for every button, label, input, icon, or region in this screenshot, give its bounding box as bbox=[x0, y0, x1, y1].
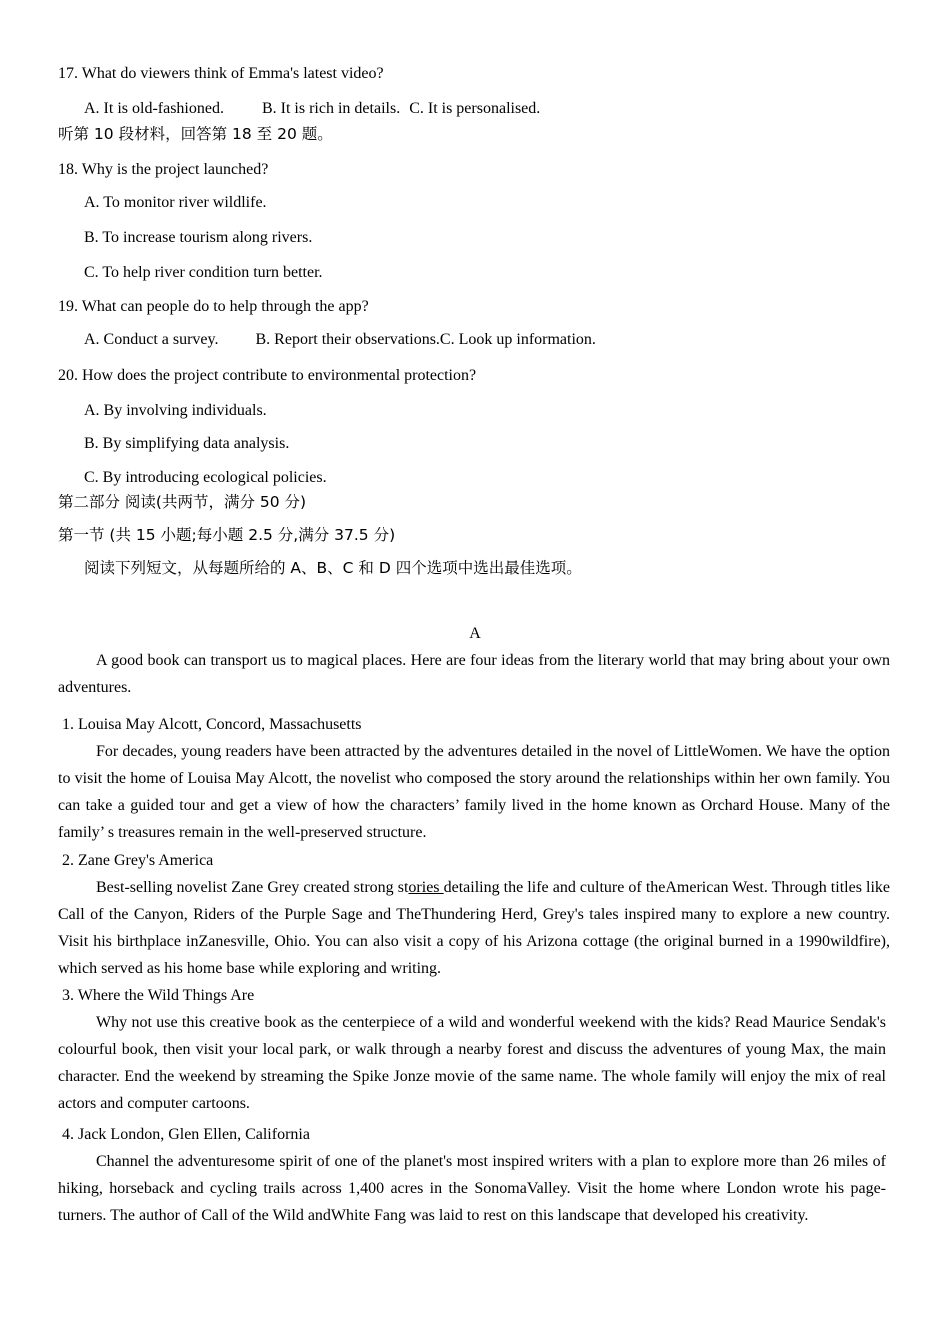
question-20-option-b: B. By simplifying data analysis. bbox=[84, 435, 290, 452]
question-18-option-a: A. To monitor river wildlife. bbox=[84, 194, 267, 211]
question-17-options bbox=[84, 99, 540, 119]
item-2-body bbox=[58, 874, 890, 982]
question-18-option-b: B. To increase tourism along rivers. bbox=[84, 229, 313, 246]
question-19-option-b: B. Report their observations. bbox=[255, 331, 440, 348]
item-2-heading: 2. Zane Grey's America bbox=[62, 852, 214, 869]
question-17-option-c: C. It is personalised. bbox=[409, 100, 541, 117]
item-3-heading: 3. Where the Wild Things Are bbox=[62, 987, 255, 1004]
item-4-heading: 4. Jack London, Glen Ellen, California bbox=[62, 1126, 310, 1143]
question-20-option-a: A. By involving individuals. bbox=[84, 402, 267, 419]
item-2-body-rest: detailing the life and culture of theAmerican West. Through titles like Call of the Canyon, Riders of the Purple Sage and TheThundering Herd, Grey's tales inspired many to explore a new country. Visit his birthplace inZanesville, Ohio. You can also visit a copy of his Arizona cottage (the original burned in a 1990wildfire), which served as his home base while exploring and writing. bbox=[58, 879, 890, 977]
section-10-instruction: 听第 10 段材料，回答第 18 至 20 题。 bbox=[58, 125, 333, 143]
question-19-option-a: A. Conduct a survey. bbox=[84, 331, 219, 348]
part-2-title: 第二部分 阅读(共两节，满分 50 分) bbox=[58, 493, 307, 511]
item-2-body-underlined: ories bbox=[408, 879, 444, 896]
question-19-stem: 19. What can people do to help through the app? bbox=[58, 298, 369, 315]
passage-letter: A bbox=[469, 625, 481, 642]
question-17-stem: 17. What do viewers think of Emma's latest video? bbox=[58, 65, 384, 82]
passage-intro: A good book can transport us to magical places. Here are four ideas from the literary world that may bring about your own adventures. bbox=[58, 652, 890, 696]
question-18-option-c: C. To help river condition turn better. bbox=[84, 264, 323, 281]
item-2-body-start: Best-selling novelist Zane Grey created strong st bbox=[96, 879, 409, 896]
question-20-stem: 20. How does the project contribute to environmental protection? bbox=[58, 367, 477, 384]
question-19-option-c: C. Look up information. bbox=[439, 331, 596, 348]
item-1-heading: 1. Louisa May Alcott, Concord, Massachusetts bbox=[62, 716, 362, 733]
question-18-stem: 18. Why is the project launched? bbox=[58, 161, 269, 178]
question-17-option-a: A. It is old-fashioned. bbox=[84, 100, 224, 117]
question-19-options bbox=[84, 330, 596, 350]
item-3-body: Why not use this creative book as the centerpiece of a wild and wonderful weekend with the kids? Read Maurice Sendak's colourful book, then visit your local park, or walk through a nearby forest and discuss the adventures of young Max, the main character. End the weekend by streaming the Spike Jonze movie of the same name. The whole family will enjoy the mix of real actors and computer cartoons. bbox=[58, 1014, 886, 1112]
question-17-option-b: B. It is rich in details. bbox=[261, 100, 401, 117]
question-20-option-c: C. By introducing ecological policies. bbox=[84, 469, 327, 486]
item-4-body: Channel the adventuresome spirit of one of the planet's most inspired writers with a plan to explore more than 26 miles of hiking, horseback and cycling trails across 1,400 acres in the SonomaValley. Visit the home where London wrote his page-turners. The author of Call of the Wild andWhite Fang was laid to rest on this landscape that developed his creativity. bbox=[58, 1153, 886, 1224]
reading-instruction: 阅读下列短文，从每题所给的 A、B、C 和 D 四个选项中选出最佳选项。 bbox=[84, 559, 582, 577]
item-1-body: For decades, young readers have been attracted by the adventures detailed in the novel of LittleWomen. We have the option to visit the home of Louisa May Alcott, the novelist who composed the story around the relationships within her own family. You can take a guided tour and get a view of how the characters’ family lived in the home known as Orchard House. Many of the family’ s treasures remain in the well-preserved structure. bbox=[58, 743, 890, 841]
part-2-section-1: 第一节 (共 15 小题;每小题 2.5 分,满分 37.5 分) bbox=[58, 526, 396, 544]
